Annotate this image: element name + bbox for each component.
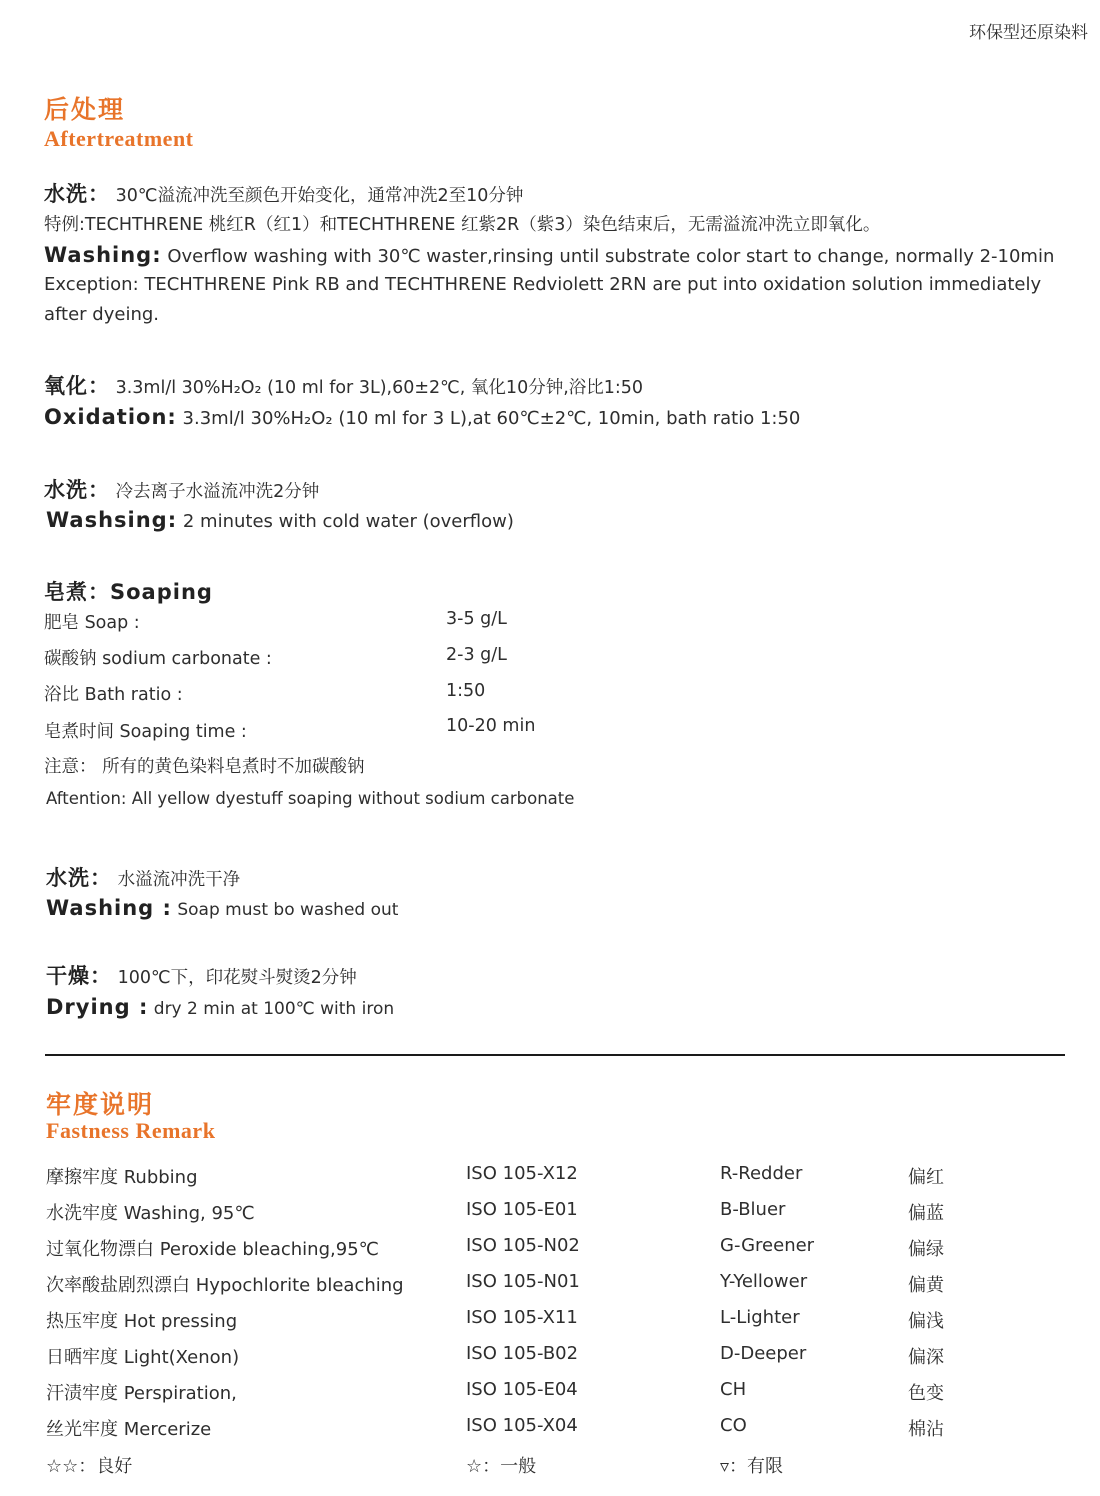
fastness-code: Y-Yellower [720,1271,808,1292]
washing-en-line [44,243,1054,267]
washing3-en-line [46,896,398,920]
fastness-meaning: 棉沾 [908,1419,944,1440]
fastness-meaning: 偏深 [908,1347,944,1368]
soaping-row-label: 浴比 Bath ratio : [44,685,183,705]
drying-label-cn: 干燥： [46,964,112,988]
oxidation-label-en: Oxidation: [44,405,177,429]
fastness-standard: ISO 105-E04 [466,1379,578,1400]
fastness-code: CH [720,1379,747,1400]
product-line-label: 环保型还原染料 [969,23,1088,43]
washing3-cn-line [46,862,240,892]
fastness-standard: ISO 105-E01 [466,1199,578,1220]
fastness-meaning: 色变 [908,1383,944,1404]
soaping-row-label: 肥皂 Soap : [44,613,140,633]
washing3-text-cn: 水溢流冲洗干净 [117,870,241,890]
soaping-note-cn: 注意： 所有的黄色染料皂煮时不加碳酸钠 [44,757,365,777]
washing3-label-en: Washing : [46,896,172,920]
washing2-en-line [46,508,514,532]
fastness-meaning: 偏黄 [908,1275,944,1296]
washing-text-en: Overflow washing with 30℃ waster,rinsing until substrate color start to change, normally 2-10min [167,246,1055,267]
soaping-row-value: 1:50 [446,681,486,701]
washing-text-cn: 30℃溢流冲洗至颜色开始变化，通常冲洗2至10分钟 [115,186,524,206]
drying-text-cn: 100℃下，印花熨斗熨烫2分钟 [117,968,357,988]
drying-label-en: Drying : [46,995,149,1019]
fastness-test: 摩擦牢度 Rubbing [46,1167,198,1188]
fastness-meaning: 偏绿 [908,1239,944,1260]
washing3-text-en: Soap must bo washed out [177,900,399,920]
fastness-standard: ISO 105-X04 [466,1415,578,1436]
fastness-standard: ISO 105-B02 [466,1343,579,1364]
drying-en-line [46,995,394,1019]
washing2-text-cn: 冷去离子水溢流冲洗2分钟 [115,482,320,502]
fastness-code: R-Redder [720,1163,803,1184]
fastness-standard: ISO 105-X11 [466,1307,578,1328]
oxidation-en-line [44,405,800,429]
fastness-code: G-Greener [720,1235,815,1256]
fastness-meaning: 偏红 [908,1167,944,1188]
washing2-cn-line [44,474,319,504]
fastness-test: 次率酸盐剧烈漂白 Hypochlorite bleaching [46,1275,404,1296]
oxidation-text-en: 3.3ml/l 30%H₂O₂ (10 ml for 3 L),at 60℃±2℃, 10min, bath ratio 1:50 [182,408,801,429]
fastness-standard: ISO 105-X12 [466,1163,578,1184]
washing-exception-en-2: after dyeing. [44,304,160,325]
washing-label-en: Washing: [44,243,162,267]
fastness-code: B-Bluer [720,1199,786,1220]
washing2-label-en: Washsing: [46,508,178,532]
fastness-standard: ISO 105-N02 [466,1235,580,1256]
fastness-code: D-Deeper [720,1343,807,1364]
washing-cn-line [44,178,523,208]
fastness-test: 日晒牢度 Light(Xenon) [46,1347,240,1368]
fastness-title-en: Fastness Remark [46,1118,216,1143]
soaping-row-value: 3-5 g/L [446,609,507,629]
rating-legend-good: ☆☆：良好 [46,1456,133,1477]
oxidation-cn-line [44,370,643,400]
soaping-note-en: Aftention: All yellow dyestuff soaping without sodium carbonate [46,789,575,808]
soaping-row-label: 碳酸钠 sodium carbonate : [44,649,272,669]
drying-text-en: dry 2 min at 100℃ with iron [153,999,395,1019]
drying-cn-line [46,960,357,990]
fastness-test: 水洗牢度 Washing, 95℃ [46,1203,255,1224]
fastness-code: CO [720,1415,747,1436]
fastness-meaning: 偏蓝 [908,1203,944,1224]
soaping-heading: 皂煮：Soaping [44,580,213,604]
fastness-title-cn: 牢度说明 [46,1090,155,1119]
section-title-en: Aftertreatment [44,126,194,151]
fastness-test: 过氧化物漂白 Peroxide bleaching,95℃ [46,1239,379,1260]
washing-exception-cn: 特例:TECHTHRENE 桃红R（红1）和TECHTHRENE 红紫2R（紫3）染色结束后，无需溢流冲洗立即氧化。 [44,215,881,235]
washing2-text-en: 2 minutes with cold water (overflow) [182,511,514,532]
fastness-code: L-Lighter [720,1307,800,1328]
soaping-row-label: 皂煮时间 Soaping time : [44,722,247,742]
soaping-row-value: 2-3 g/L [446,645,507,665]
washing-exception-en-1: Exception: TECHTHRENE Pink RB and TECHTHRENE Redviolett 2RN are put into oxidation solution immediately [44,274,1042,295]
washing2-label-cn: 水洗： [44,478,110,502]
fastness-standard: ISO 105-N01 [466,1271,580,1292]
section-title-cn: 后处理 [44,95,126,124]
oxidation-text-cn: 3.3ml/l 30%H₂O₂ (10 ml for 3L),60±2℃, 氧化10分钟,浴比1:50 [115,378,644,398]
oxidation-label-cn: 氧化： [44,374,110,398]
rating-legend-average: ☆：一般 [466,1456,537,1477]
fastness-meaning: 偏浅 [908,1311,944,1332]
section-divider [45,1054,1065,1056]
washing3-label-cn: 水洗： [46,866,112,890]
washing-label-cn: 水洗： [44,182,110,206]
rating-legend-limited: ▿：有限 [720,1456,784,1477]
fastness-test: 热压牢度 Hot pressing [46,1311,238,1332]
fastness-test: 汗渍牢度 Perspiration, [46,1383,237,1404]
soaping-row-value: 10-20 min [446,716,536,736]
fastness-test: 丝光牢度 Mercerize [46,1419,212,1440]
